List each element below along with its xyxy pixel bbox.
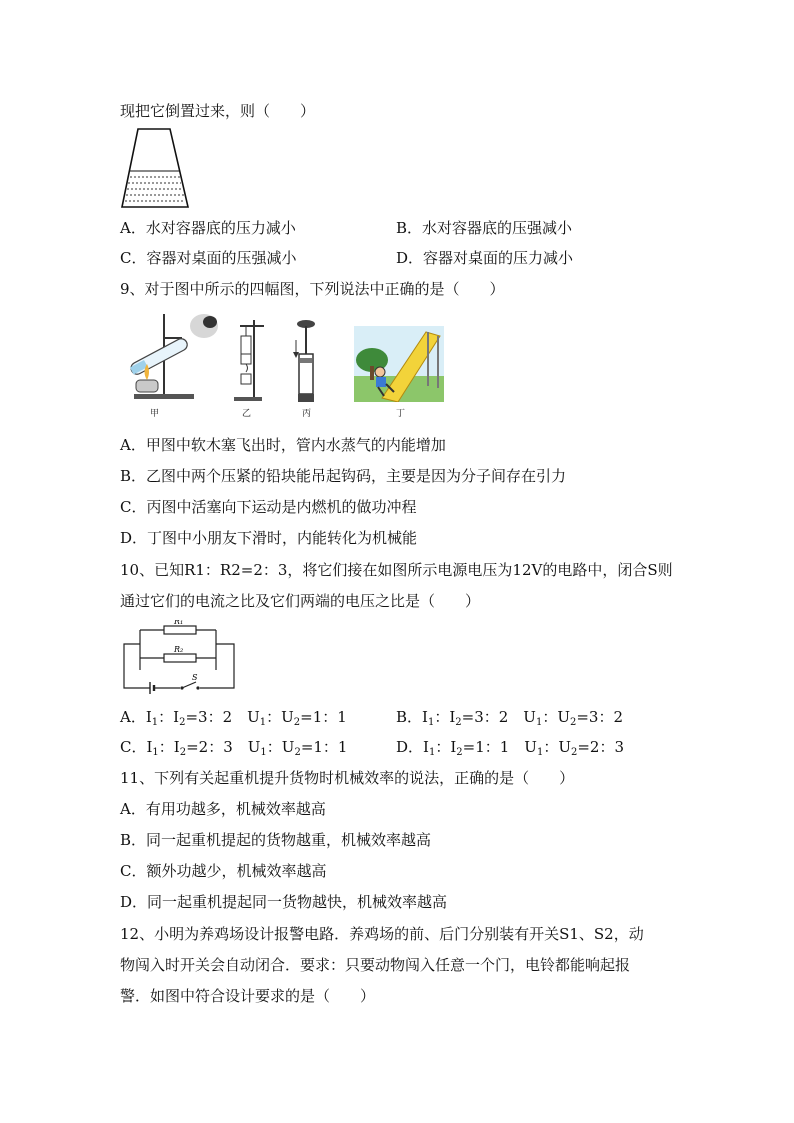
r1-label: R₁ <box>174 620 184 626</box>
q10-option-d: D．$I_1$：$I_2=1$：1 $U_1$：$U_2=2$：3 <box>396 738 625 758</box>
q10-option-c: C．$I_1$：$I_2=2$：3 $U_1$：$U_2=1$：1 <box>120 738 348 758</box>
lead-blocks-figure <box>230 318 266 402</box>
q9-stem: 9、对于图中所示的四幅图，下列说法中正确的是（ ） <box>120 280 505 298</box>
q11-option-d: D．同一起重机提起同一货物越快，机械效率越高 <box>120 893 448 911</box>
q8-option-d: D．容器对桌面的压力减小 <box>396 249 574 267</box>
q11-option-c: C．额外功越少，机械效率越高 <box>120 862 327 880</box>
q12-stem-line2: 物闯入时开关会自动闭合．要求：只要动物闯入任意一个门，电铃都能响起报 <box>120 956 631 974</box>
q10-stem-line1: 10、已知R1：R2=2：3，将它们接在如图所示电源电压为12V的电路中，闭合S则 <box>120 561 673 579</box>
child-slide-figure <box>354 326 444 402</box>
q9-option-b: B．乙图中两个压紧的铅块能吊起钩码，主要是因为分子间存在引力 <box>120 467 567 485</box>
piston-cylinder-figure <box>290 318 320 404</box>
q9-option-a: A．甲图中软木塞飞出时，管内水蒸气的内能增加 <box>120 436 446 454</box>
parallel-resistor-circuit <box>120 620 240 696</box>
q10-option-a: A．$I_1$：$I_2=3$：2 $U_1$：$U_2=1$：1 <box>120 708 347 728</box>
trapezoid-container-figure <box>120 127 190 209</box>
q12-stem-line3: 警．如图中符合设计要求的是（ ） <box>120 987 376 1005</box>
q10-option-b: B．$I_1$：$I_2=3$：2 $U_1$：$U_2=3$：2 <box>396 708 624 728</box>
caption-ding: 丁 <box>396 409 406 419</box>
q11-option-a: A．有用功越多，机械效率越高 <box>120 800 326 818</box>
caption-yi: 乙 <box>242 409 252 419</box>
q9-option-d: D．丁图中小朋友下滑时，内能转化为机械能 <box>120 529 418 547</box>
q12-stem-line1: 12、小明为养鸡场设计报警电路．养鸡场的前、后门分别装有开关S1、S2，动 <box>120 925 644 943</box>
test-tube-cork-figure <box>120 308 220 404</box>
q11-option-b: B．同一起重机提起的货物越重，机械效率越高 <box>120 831 432 849</box>
q9-option-c: C．丙图中活塞向下运动是内燃机的做功冲程 <box>120 498 417 516</box>
q8-stem: 现把它倒置过来，则（ ） <box>120 102 316 120</box>
q10-stem-line2: 通过它们的电流之比及它们两端的电压之比是（ ） <box>120 592 481 610</box>
caption-jia: 甲 <box>150 409 160 419</box>
q8-option-c: C．容器对桌面的压强减小 <box>120 249 297 267</box>
switch-label: S <box>192 673 198 682</box>
q8-option-a: A．水对容器底的压力减小 <box>120 219 296 237</box>
q11-stem: 11、下列有关起重机提升货物时机械效率的说法，正确的是（ ） <box>120 769 575 787</box>
caption-bing: 丙 <box>302 409 312 419</box>
r2-label: R₂ <box>174 645 184 654</box>
q8-option-b: B．水对容器底的压强减小 <box>396 219 573 237</box>
